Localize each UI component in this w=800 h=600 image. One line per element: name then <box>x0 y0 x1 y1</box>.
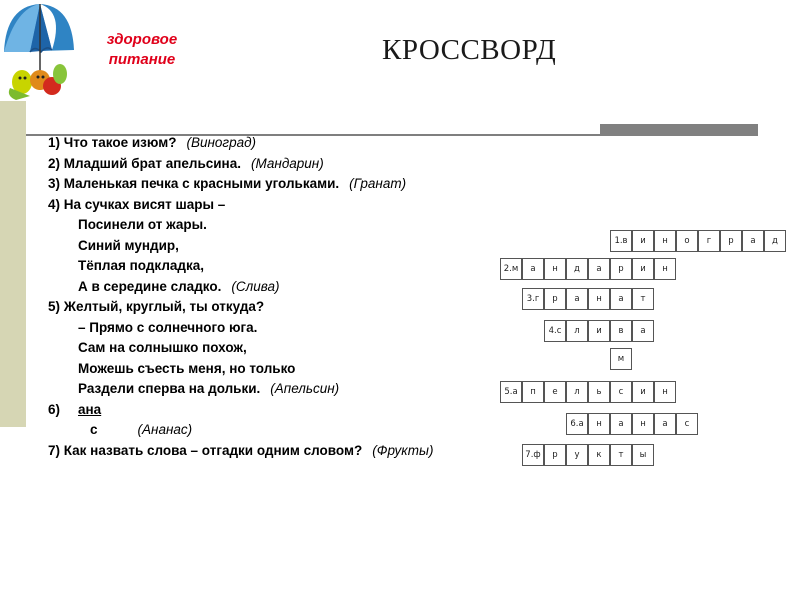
answer-2: (Мандарин) <box>250 155 324 171</box>
crossword-cell: 7.ф <box>522 444 544 466</box>
crossword-cell: и <box>632 230 654 252</box>
answer-4: (Слива) <box>231 278 280 294</box>
page-title: КРОССВОРД <box>382 34 557 66</box>
question-5-line-5: Раздели сперва на дольки. (Апельсин) <box>78 381 340 396</box>
question-7: 7) Как назвать слова – отгадки одним словом? (Фрукты) <box>48 442 434 458</box>
question-list <box>48 133 518 461</box>
crossword-cell: п <box>522 381 544 403</box>
crossword-cell: и <box>632 381 654 403</box>
crossword-cell: и <box>632 258 654 280</box>
crossword-cell: д <box>566 258 588 280</box>
crossword-cell: 4.с <box>544 320 566 342</box>
crossword-cell: а <box>654 413 676 435</box>
crossword-cell: р <box>610 258 632 280</box>
crossword-cell: н <box>588 288 610 310</box>
answer-6: (Ананас) <box>137 422 193 437</box>
crossword-cell: м <box>610 348 632 370</box>
question-4-line-3: Синий мундир, <box>78 237 179 253</box>
question-1: 1) Что такое изюм? (Виноград) <box>48 135 257 150</box>
crossword-cell: а <box>610 288 632 310</box>
answer-5: (Апельсин) <box>270 381 340 396</box>
answer-1: (Виноград) <box>186 135 257 150</box>
crossword-cell: о <box>676 230 698 252</box>
crossword-cell: 1.в <box>610 230 632 252</box>
question-4-line-5: А в середине сладко. (Слива) <box>78 278 280 294</box>
crossword-cell: а <box>632 320 654 342</box>
crossword-cell: г <box>698 230 720 252</box>
question-3: 3) Маленькая печка с красными угольками. (Гранат) <box>48 176 407 191</box>
question-4-line-2: Посинели от жары. <box>78 217 207 232</box>
header-divider-block <box>600 124 758 136</box>
crossword-cell: н <box>654 381 676 403</box>
crossword-cell: с <box>610 381 632 403</box>
crossword-cell: т <box>632 288 654 310</box>
crossword-cell: а <box>742 230 764 252</box>
crossword-cell: н <box>588 413 610 435</box>
crossword-cell: л <box>566 320 588 342</box>
question-5-line-2: – Прямо с солнечного юга. <box>78 319 258 335</box>
crossword-cell: н <box>654 230 676 252</box>
crossword-cell: а <box>610 413 632 435</box>
crossword-cell: у <box>566 444 588 466</box>
crossword-cell: е <box>544 381 566 403</box>
crossword-cell: н <box>654 258 676 280</box>
crossword-cell: к <box>588 444 610 466</box>
crossword-cell: 6.а <box>566 413 588 435</box>
answer-7: (Фрукты) <box>372 442 434 458</box>
crossword-cell: а <box>566 288 588 310</box>
crossword-cell: ы <box>632 444 654 466</box>
answer-3: (Гранат) <box>349 176 407 191</box>
crossword-cell: в <box>610 320 632 342</box>
crossword-cell: 2.м <box>500 258 522 280</box>
crossword-cell: а <box>522 258 544 280</box>
crossword-cell: н <box>544 258 566 280</box>
question-6-line-2: с (Ананас) <box>90 422 193 437</box>
question-4-line-4: Тёплая подкладка, <box>78 258 205 273</box>
crossword-cell: а <box>588 258 610 280</box>
question-5-line-4: Можешь съесть меня, но только <box>78 360 296 376</box>
question-5-line-3: Сам на солнышко похож, <box>78 340 247 355</box>
brand-line-2: питание <box>108 51 176 68</box>
crossword-cell: л <box>566 381 588 403</box>
crossword-cell: р <box>720 230 742 252</box>
crossword-cell: т <box>610 444 632 466</box>
crossword-cell: и <box>588 320 610 342</box>
crossword-cell: д <box>764 230 786 252</box>
left-accent-bar <box>0 101 26 427</box>
crossword-cell: р <box>544 288 566 310</box>
crossword-cell: ь <box>588 381 610 403</box>
rebus-top: ана <box>78 401 102 417</box>
crossword-cell: 3.г <box>522 288 544 310</box>
question-4: 4) На сучках висят шары – <box>48 196 226 212</box>
question-2: 2) Младший брат апельсина. (Мандарин) <box>48 155 324 171</box>
question-5: 5) Желтый, круглый, ты откуда? <box>48 299 265 314</box>
crossword-cell: 5.а <box>500 381 522 403</box>
crossword-grid <box>496 224 780 477</box>
brand-line-1: здоровое <box>106 31 178 48</box>
crossword-cell: с <box>676 413 698 435</box>
umbrella-fruit-logo <box>0 0 76 103</box>
crossword-cell: р <box>544 444 566 466</box>
brand-text <box>92 30 192 70</box>
question-6: 6) ана <box>48 401 102 417</box>
crossword-cell: н <box>632 413 654 435</box>
